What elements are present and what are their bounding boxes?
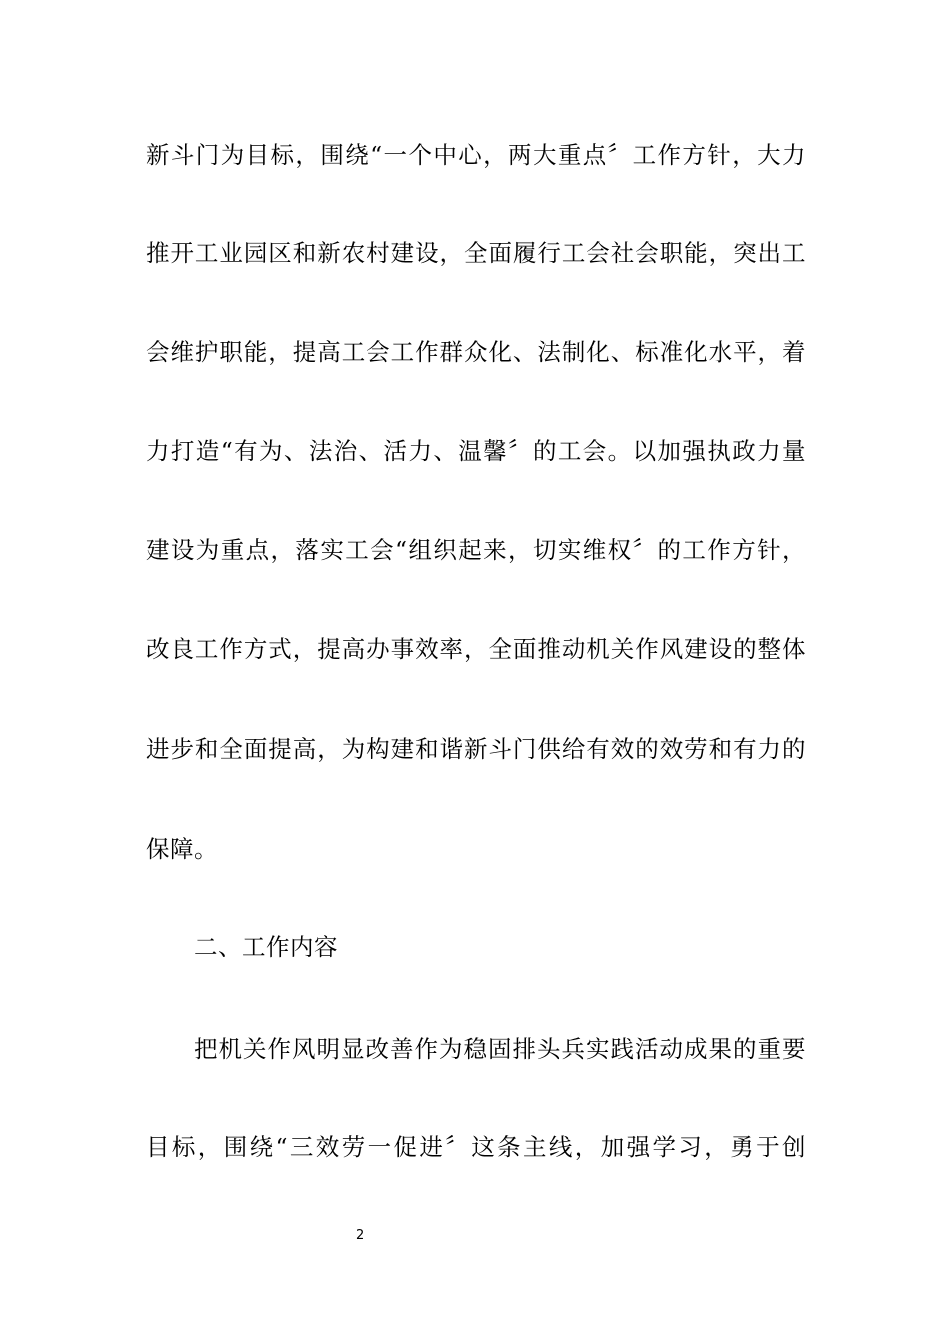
paragraph-2-line-1: 把机关作风明显改善作为稳固排头兵实践活动成果的重要 xyxy=(194,1035,806,1063)
paragraph-1-line-8: 保障。 xyxy=(146,835,218,863)
paragraph-1-line-3: 会维护职能，提高工会工作群众化、法制化、标准化水平，着 xyxy=(146,338,806,366)
paragraph-1-line-6: 改良工作方式，提高办事效率，全面推动机关作风建设的整体 xyxy=(146,635,806,663)
paragraph-1-line-2: 推开工业园区和新农村建设，全面履行工会社会职能，突出工 xyxy=(146,239,806,267)
section-heading: 二、工作内容 xyxy=(194,933,338,961)
paragraph-1-line-1: 新斗门为目标，围绕“一个中心，两大重点〞工作方针，大力 xyxy=(146,141,806,169)
paragraph-2-line-2: 目标，围绕“三效劳一促进〞这条主线，加强学习，勇于创 xyxy=(146,1133,806,1161)
paragraph-1-line-5: 建设为重点，落实工会“组织起来，切实维权〞的工作方针， xyxy=(146,536,806,564)
paragraph-1-line-7: 进步和全面提高，为构建和谐新斗门供给有效的效劳和有力的 xyxy=(146,735,806,763)
paragraph-1-line-4: 力打造“有为、法治、活力、温馨〞的工会。以加强执政力量 xyxy=(146,437,806,465)
page-number: 2 xyxy=(356,1228,365,1243)
